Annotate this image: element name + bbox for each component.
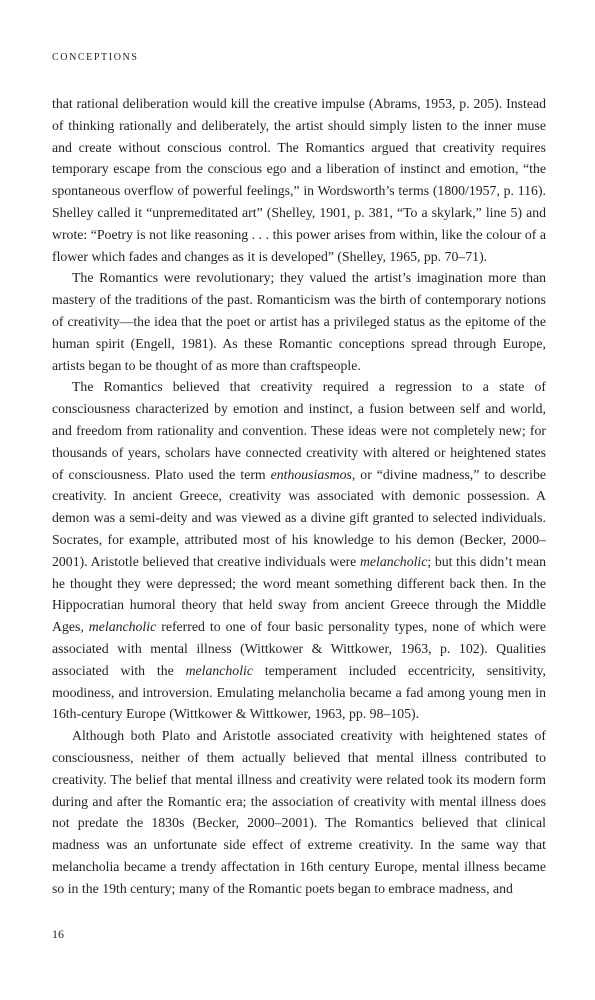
body-text <box>52 93 546 899</box>
paragraph: The Romantics believed that creativity required a regression to a state of consciousness characterized by emotion and instinct, a fusion between self and world, and freedom from rationality and convention. These ideas were not completely new; for thousands of years, scholars have connected creativity with altered or heightened states of consciousness. Plato used the term enthousiasmos, or “divine madness,” to describe creativity. In ancient Greece, creativity was associated with demonic possession. A demon was a semi-deity and was viewed as a divine gift granted to selected individuals. Socrates, for example, attributed most of his knowledge to his demon (Becker, 2000–2001). Aristotle believed that creative individuals were melancholic; but this didn’t mean he thought they were depressed; the word meant something different back then. In the Hippocratian humoral theory that held sway from ancient Greece through the Middle Ages, melancholic referred to one of four basic personality types, none of which were associated with mental illness (Wittkower & Wittkower, 1963, p. 102). Qualities associated with the melancholic temperament included eccentricity, sensitivity, moodiness, and introversion. Emulating melancholia became a fad among young men in 16th-century Europe (Wittkower & Wittkower, 1963, pp. 98–105). <box>52 379 546 722</box>
paragraph: that rational deliberation would kill the creative impulse (Abrams, 1953, p. 205). Instead of thinking rationally and deliberately, the artist should simply listen to the inner muse and create without conscious control. The Romantics argued that creativity requires temporary escape from the conscious ego and a liberation of instinct and emotion, “the spontaneous overflow of powerful feelings,” in Wordsworth’s terms (1800/1957, p. 116). Shelley called it “unpremeditated art” (Shelley, 1901, p. 381, “To a skylark,” line 5) and wrote: “Poetry is not like reasoning . . . this power arises from within, like the colour of a flower which fades and changes as it is developed” (Shelley, 1965, pp. 70–71). <box>52 96 546 264</box>
page-number: 16 <box>52 927 64 941</box>
paragraph: Although both Plato and Aristotle associated creativity with heightened states of consciousness, neither of them actually believed that mental illness contributed to creativity. The belief that mental illness and creativity were related took its modern form during and after the Romantic era; the association of creativity with mental illness does not predate the 1830s (Becker, 2000–2001). The Romantics believed that clinical madness was an unfortunate side effect of extreme creativity. In the same way that melancholia became a trendy affectation in 16th century Europe, mental illness became so in the 19th century; many of the Romantic poets began to embrace madness, and <box>52 728 546 896</box>
paragraph: The Romantics were revolutionary; they valued the artist’s imagination more than mastery of the traditions of the past. Romanticism was the birth of contemporary notions of creativity—the idea that the poet or artist has a privileged status as the epitome of the human spirit (Engell, 1981). As these Romantic conceptions spread through Europe, artists began to be thought of as more than craftspeople. <box>52 270 546 373</box>
running-head: CONCEPTIONS <box>52 52 139 63</box>
